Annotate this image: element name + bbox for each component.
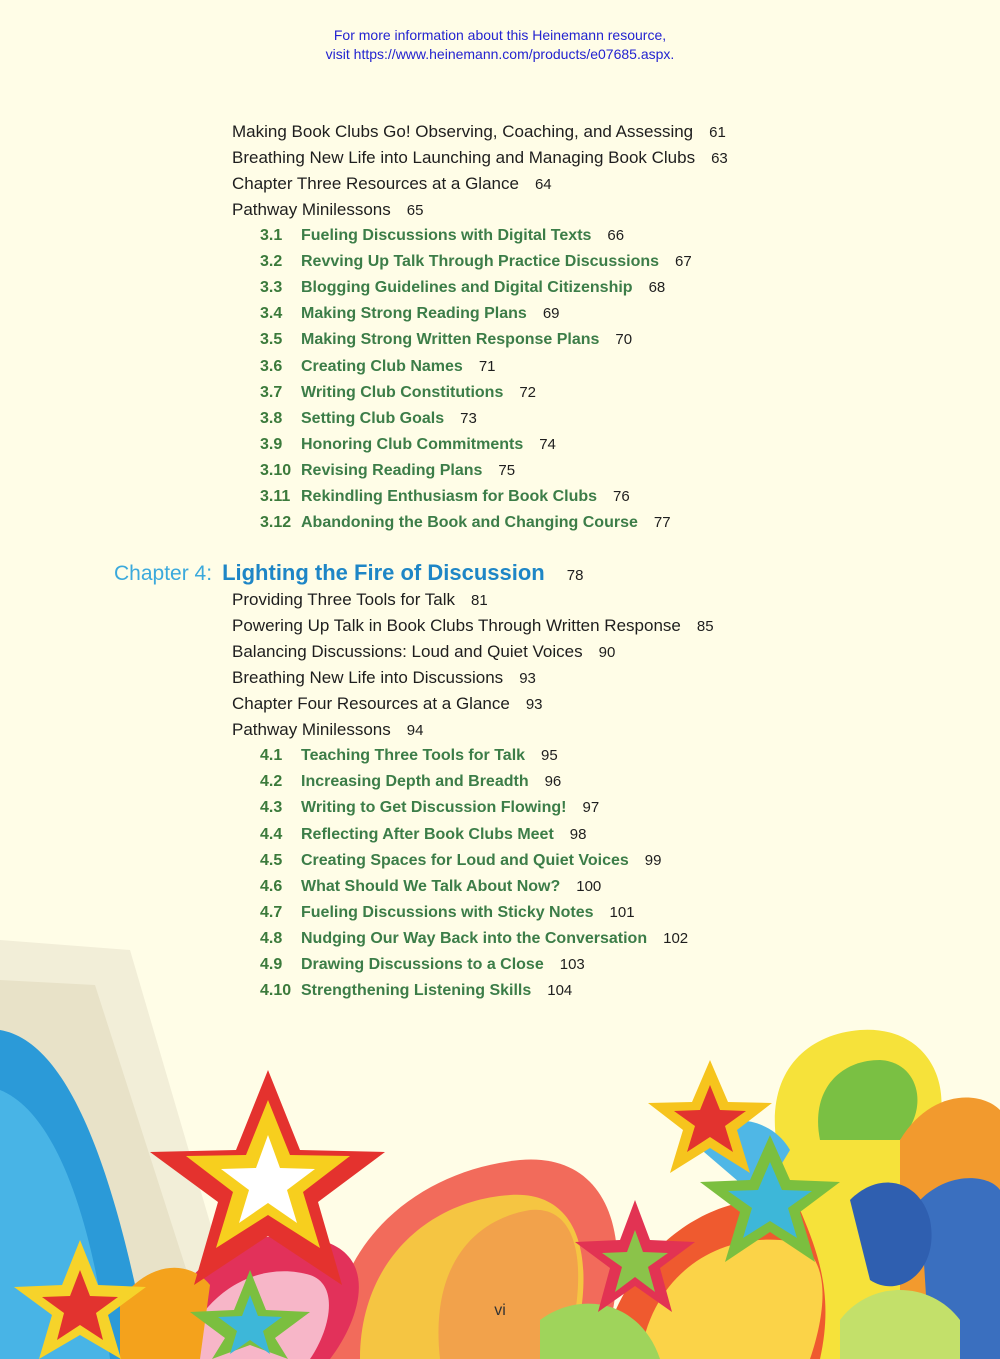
minilesson-title: Creating Club Names xyxy=(301,358,463,375)
toc-entry-title: Making Book Clubs Go! Observing, Coaching, and Assessing xyxy=(232,122,694,141)
toc-entry-title: Pathway Minilessons xyxy=(232,200,391,219)
minilesson-entry[interactable] xyxy=(260,876,601,898)
toc-entry-title: Breathing New Life into Discussions xyxy=(232,668,504,687)
minilesson-entry[interactable] xyxy=(260,225,624,247)
minilesson-number: 4.4 xyxy=(260,826,283,843)
minilesson-page: 70 xyxy=(615,331,633,348)
toc-entry-page: 65 xyxy=(406,202,424,219)
minilesson-page: 95 xyxy=(541,747,558,764)
minilesson-number: 4.2 xyxy=(260,773,283,790)
minilesson-title: Honoring Club Commitments xyxy=(301,436,524,453)
toc-entry-page: 90 xyxy=(598,644,616,661)
minilesson-number: 4.6 xyxy=(260,878,283,895)
promo-line-1: For more information about this Heinemann resource, xyxy=(333,27,667,43)
minilesson-entry[interactable] xyxy=(260,771,561,793)
minilesson-number: 3.4 xyxy=(260,305,283,322)
minilesson-page: 66 xyxy=(607,227,625,244)
minilesson-title: Strengthening Listening Skills xyxy=(301,982,532,999)
minilesson-number: 3.6 xyxy=(260,358,283,375)
minilesson-number: 3.1 xyxy=(260,227,283,244)
chapter-label: Chapter 4: xyxy=(114,562,213,585)
toc-entry[interactable] xyxy=(232,173,552,195)
minilesson-entry[interactable] xyxy=(260,512,671,534)
promo-notice xyxy=(0,26,1000,64)
chapter-heading[interactable] xyxy=(114,558,583,588)
minilesson-page: 71 xyxy=(478,358,496,375)
minilesson-entry[interactable] xyxy=(260,303,560,325)
toc-entry-page: 81 xyxy=(471,592,488,609)
minilesson-title: Writing Club Constitutions xyxy=(301,384,504,401)
minilesson-title: Creating Spaces for Loud and Quiet Voices xyxy=(301,852,629,869)
promo-link[interactable]: visit https://www.heinemann.com/products/e07685.aspx. xyxy=(325,46,675,62)
minilesson-number: 3.11 xyxy=(260,488,291,505)
minilesson-number: 4.10 xyxy=(260,982,292,999)
minilesson-number: 4.5 xyxy=(260,852,283,869)
minilesson-entry[interactable] xyxy=(260,824,586,846)
minilesson-number: 3.2 xyxy=(260,253,283,270)
toc-entry[interactable] xyxy=(232,199,423,221)
minilesson-entry[interactable] xyxy=(260,277,665,299)
minilesson-title: Making Strong Written Response Plans xyxy=(301,331,600,348)
minilesson-entry[interactable] xyxy=(260,850,661,872)
minilesson-number: 3.5 xyxy=(260,331,283,348)
minilesson-page: 101 xyxy=(609,904,635,921)
minilesson-entry[interactable] xyxy=(260,329,632,351)
minilesson-entry[interactable] xyxy=(260,486,630,508)
minilesson-title: Setting Club Goals xyxy=(301,410,445,427)
minilesson-page: 75 xyxy=(498,462,516,479)
minilesson-page: 74 xyxy=(539,436,556,453)
toc-entry-title: Breathing New Life into Launching and Managing Book Clubs xyxy=(232,148,696,167)
toc-entry-page: 94 xyxy=(406,722,424,739)
minilesson-title: Blogging Guidelines and Digital Citizenship xyxy=(301,279,633,296)
minilesson-number: 3.3 xyxy=(260,279,283,296)
minilesson-title: Abandoning the Book and Changing Course xyxy=(301,514,638,531)
minilesson-number: 4.9 xyxy=(260,956,283,973)
toc-entry[interactable] xyxy=(232,615,714,637)
minilesson-page: 103 xyxy=(559,956,585,973)
minilesson-entry[interactable] xyxy=(260,797,599,819)
minilesson-entry[interactable] xyxy=(260,902,635,924)
toc-entry[interactable] xyxy=(232,667,536,689)
minilesson-title: Drawing Discussions to a Close xyxy=(301,956,544,973)
minilesson-entry[interactable] xyxy=(260,382,536,404)
minilesson-page: 97 xyxy=(582,799,600,816)
minilesson-page: 98 xyxy=(569,826,587,843)
minilesson-title: Fueling Discussions with Sticky Notes xyxy=(301,904,594,921)
minilesson-page: 77 xyxy=(653,514,671,531)
toc-entry[interactable] xyxy=(232,693,543,715)
toc-entry-page: 85 xyxy=(696,618,714,635)
toc-entry-page: 93 xyxy=(525,696,543,713)
minilesson-page: 100 xyxy=(576,878,602,895)
toc-entry[interactable] xyxy=(232,147,728,169)
toc-entry[interactable] xyxy=(232,589,488,611)
minilesson-title: Rekindling Enthusiasm for Book Clubs xyxy=(301,488,598,505)
minilesson-number: 4.3 xyxy=(260,799,283,816)
toc-entry-title: Pathway Minilessons xyxy=(232,720,391,739)
chapter-page: 78 xyxy=(566,567,584,584)
minilesson-title: Nudging Our Way Back into the Conversation xyxy=(301,930,648,947)
minilesson-page: 73 xyxy=(460,410,477,427)
minilesson-number: 3.7 xyxy=(260,384,283,401)
minilesson-entry[interactable] xyxy=(260,408,477,430)
toc-entry-title: Chapter Three Resources at a Glance xyxy=(232,174,519,193)
minilesson-page: 67 xyxy=(675,253,692,270)
minilesson-page: 68 xyxy=(648,279,666,296)
minilesson-page: 102 xyxy=(663,930,689,947)
minilesson-title: What Should We Talk About Now? xyxy=(301,878,561,895)
toc-entry-title: Chapter Four Resources at a Glance xyxy=(232,694,510,713)
minilesson-entry[interactable] xyxy=(260,434,556,456)
minilesson-number: 3.8 xyxy=(260,410,283,427)
minilesson-title: Making Strong Reading Plans xyxy=(301,305,527,322)
toc-entry-title: Balancing Discussions: Loud and Quiet Voices xyxy=(232,642,583,661)
minilesson-number: 4.1 xyxy=(260,747,283,764)
minilesson-number: 3.10 xyxy=(260,462,292,479)
toc-entry-title: Powering Up Talk in Book Clubs Through Written Response xyxy=(232,616,681,635)
toc-entry[interactable] xyxy=(232,121,726,143)
page-number: vi xyxy=(494,1302,506,1319)
minilesson-page: 76 xyxy=(613,488,630,505)
minilesson-title: Fueling Discussions with Digital Texts xyxy=(301,227,592,244)
minilesson-number: 3.9 xyxy=(260,436,283,453)
minilesson-title: Revising Reading Plans xyxy=(301,462,483,479)
toc-entry-title: Providing Three Tools for Talk xyxy=(232,590,456,609)
minilesson-title: Increasing Depth and Breadth xyxy=(301,773,529,790)
minilesson-title: Revving Up Talk Through Practice Discussions xyxy=(301,253,660,270)
minilesson-page: 99 xyxy=(644,852,662,869)
minilesson-entry[interactable] xyxy=(260,745,558,767)
toc-entry-page: 64 xyxy=(534,176,552,193)
minilesson-entry[interactable] xyxy=(260,251,692,273)
minilesson-entry[interactable] xyxy=(260,356,496,378)
toc-entry[interactable] xyxy=(232,641,615,663)
toc-entry-page: 63 xyxy=(711,150,728,167)
minilesson-page: 72 xyxy=(519,384,537,401)
minilesson-page: 104 xyxy=(547,982,573,999)
toc-entry-page: 93 xyxy=(519,670,536,687)
decorative-artwork xyxy=(0,940,1000,1359)
minilesson-number: 3.12 xyxy=(260,514,292,531)
chapter-title: Lighting the Fire of Discussion xyxy=(222,560,545,585)
minilesson-title: Teaching Three Tools for Talk xyxy=(301,747,526,764)
minilesson-page: 96 xyxy=(544,773,562,790)
minilesson-title: Reflecting After Book Clubs Meet xyxy=(301,826,554,843)
minilesson-entry[interactable] xyxy=(260,460,515,482)
minilesson-title: Writing to Get Discussion Flowing! xyxy=(301,799,567,816)
minilesson-number: 4.7 xyxy=(260,904,283,921)
minilesson-page: 69 xyxy=(542,305,560,322)
toc-entry[interactable] xyxy=(232,719,423,741)
minilesson-number: 4.8 xyxy=(260,930,283,947)
toc-entry-page: 61 xyxy=(709,124,726,141)
